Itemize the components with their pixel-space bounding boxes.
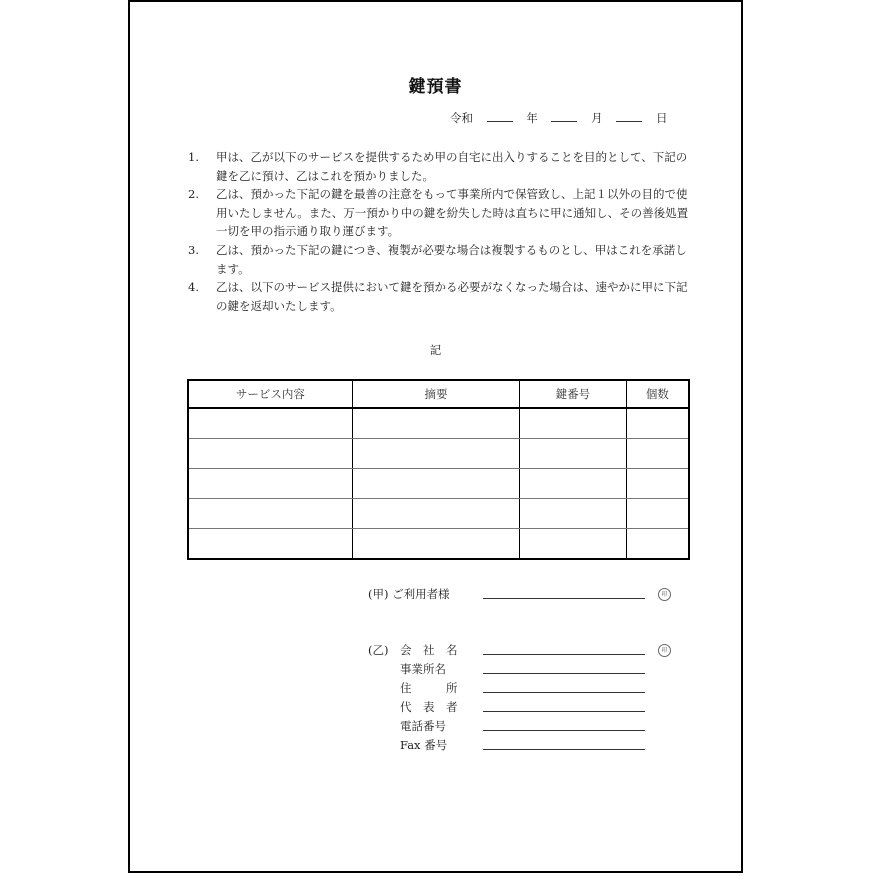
cell-service[interactable]	[188, 529, 352, 560]
date-line	[450, 110, 667, 126]
cell-count[interactable]	[626, 408, 689, 439]
party-a-label: (甲) ご利用者様	[368, 587, 450, 601]
clause-text: 甲は、乙が以下のサービスを提供するため甲の自宅に出入りすることを目的として、下記の鍵を乙に預け、乙はこれを預かりました。	[216, 150, 688, 183]
clause-number: 2.	[188, 187, 199, 202]
year-blank[interactable]	[487, 111, 513, 122]
cell-service[interactable]	[188, 469, 352, 499]
date-month-label: 月	[591, 111, 603, 125]
header-count: 個数	[626, 380, 689, 408]
clause-text: 乙は、預かった下記の鍵を最善の注意をもって事業所内で保管致し、上記１以外の目的で使用いたしません。また、万一預かり中の鍵を紛失した時は直ちに甲に通知し、その善後処置一切を甲の指示通り取り運びます。	[216, 187, 689, 239]
cell-key-number[interactable]	[520, 499, 627, 529]
table-row	[188, 439, 689, 469]
party-b-prefix: (乙)	[368, 643, 389, 657]
field-phone-label: 電話番号	[400, 719, 446, 733]
field-company-name-label: 会 社 名	[400, 643, 458, 657]
header-service: サービス内容	[188, 380, 352, 408]
cell-key-number[interactable]	[520, 469, 627, 499]
clause-list	[188, 148, 693, 315]
table-row	[188, 499, 689, 529]
cell-service[interactable]	[188, 408, 352, 439]
party-a-seal-icon: 印	[658, 588, 671, 601]
ki-heading: 記	[429, 343, 442, 357]
field-fax-label: Fax 番号	[400, 738, 448, 752]
cell-summary[interactable]	[352, 499, 519, 529]
cell-service[interactable]	[188, 439, 352, 469]
cell-summary[interactable]	[352, 529, 519, 560]
party-b-seal-icon: 印	[658, 644, 671, 657]
table-header-row	[188, 380, 689, 408]
field-address-label: 住 所	[400, 681, 458, 695]
clause-number: 4.	[188, 280, 199, 295]
cell-key-number[interactable]	[520, 408, 627, 439]
day-blank[interactable]	[616, 111, 642, 122]
cell-count[interactable]	[626, 439, 689, 469]
document-page	[128, 0, 743, 873]
clause-text: 乙は、以下のサービス提供において鍵を預かる必要がなくなった場合は、速やかに甲に下記の鍵を返却いたします。	[216, 280, 688, 313]
clause-item	[188, 148, 693, 185]
cell-count[interactable]	[626, 469, 689, 499]
table-row	[188, 529, 689, 560]
field-representative-label: 代 表 者	[400, 700, 458, 714]
cell-service[interactable]	[188, 499, 352, 529]
date-era: 令和	[450, 111, 473, 125]
clause-item	[188, 278, 693, 315]
header-summary: 摘要	[352, 380, 519, 408]
month-blank[interactable]	[551, 111, 577, 122]
key-table	[187, 379, 690, 560]
cell-count[interactable]	[626, 499, 689, 529]
table-row	[188, 408, 689, 439]
clause-item	[188, 185, 693, 241]
clause-number: 3.	[188, 242, 199, 257]
date-day-label: 日	[655, 111, 668, 125]
cell-key-number[interactable]	[520, 529, 627, 560]
clause-item	[188, 241, 693, 278]
cell-key-number[interactable]	[520, 439, 627, 469]
field-office-name-label: 事業所名	[400, 662, 446, 676]
cell-count[interactable]	[626, 529, 689, 560]
document-title: 鍵預書	[408, 77, 463, 97]
cell-summary[interactable]	[352, 408, 519, 439]
date-year-label: 年	[526, 111, 538, 125]
clause-text: 乙は、預かった下記の鍵につき、複製が必要な場合は複製するものとし、甲はこれを承諾します。	[216, 242, 687, 276]
table-row	[188, 469, 689, 499]
clause-number: 1.	[188, 150, 199, 164]
cell-summary[interactable]	[352, 469, 519, 499]
cell-summary[interactable]	[352, 439, 519, 469]
header-key-number: 鍵番号	[520, 380, 627, 408]
